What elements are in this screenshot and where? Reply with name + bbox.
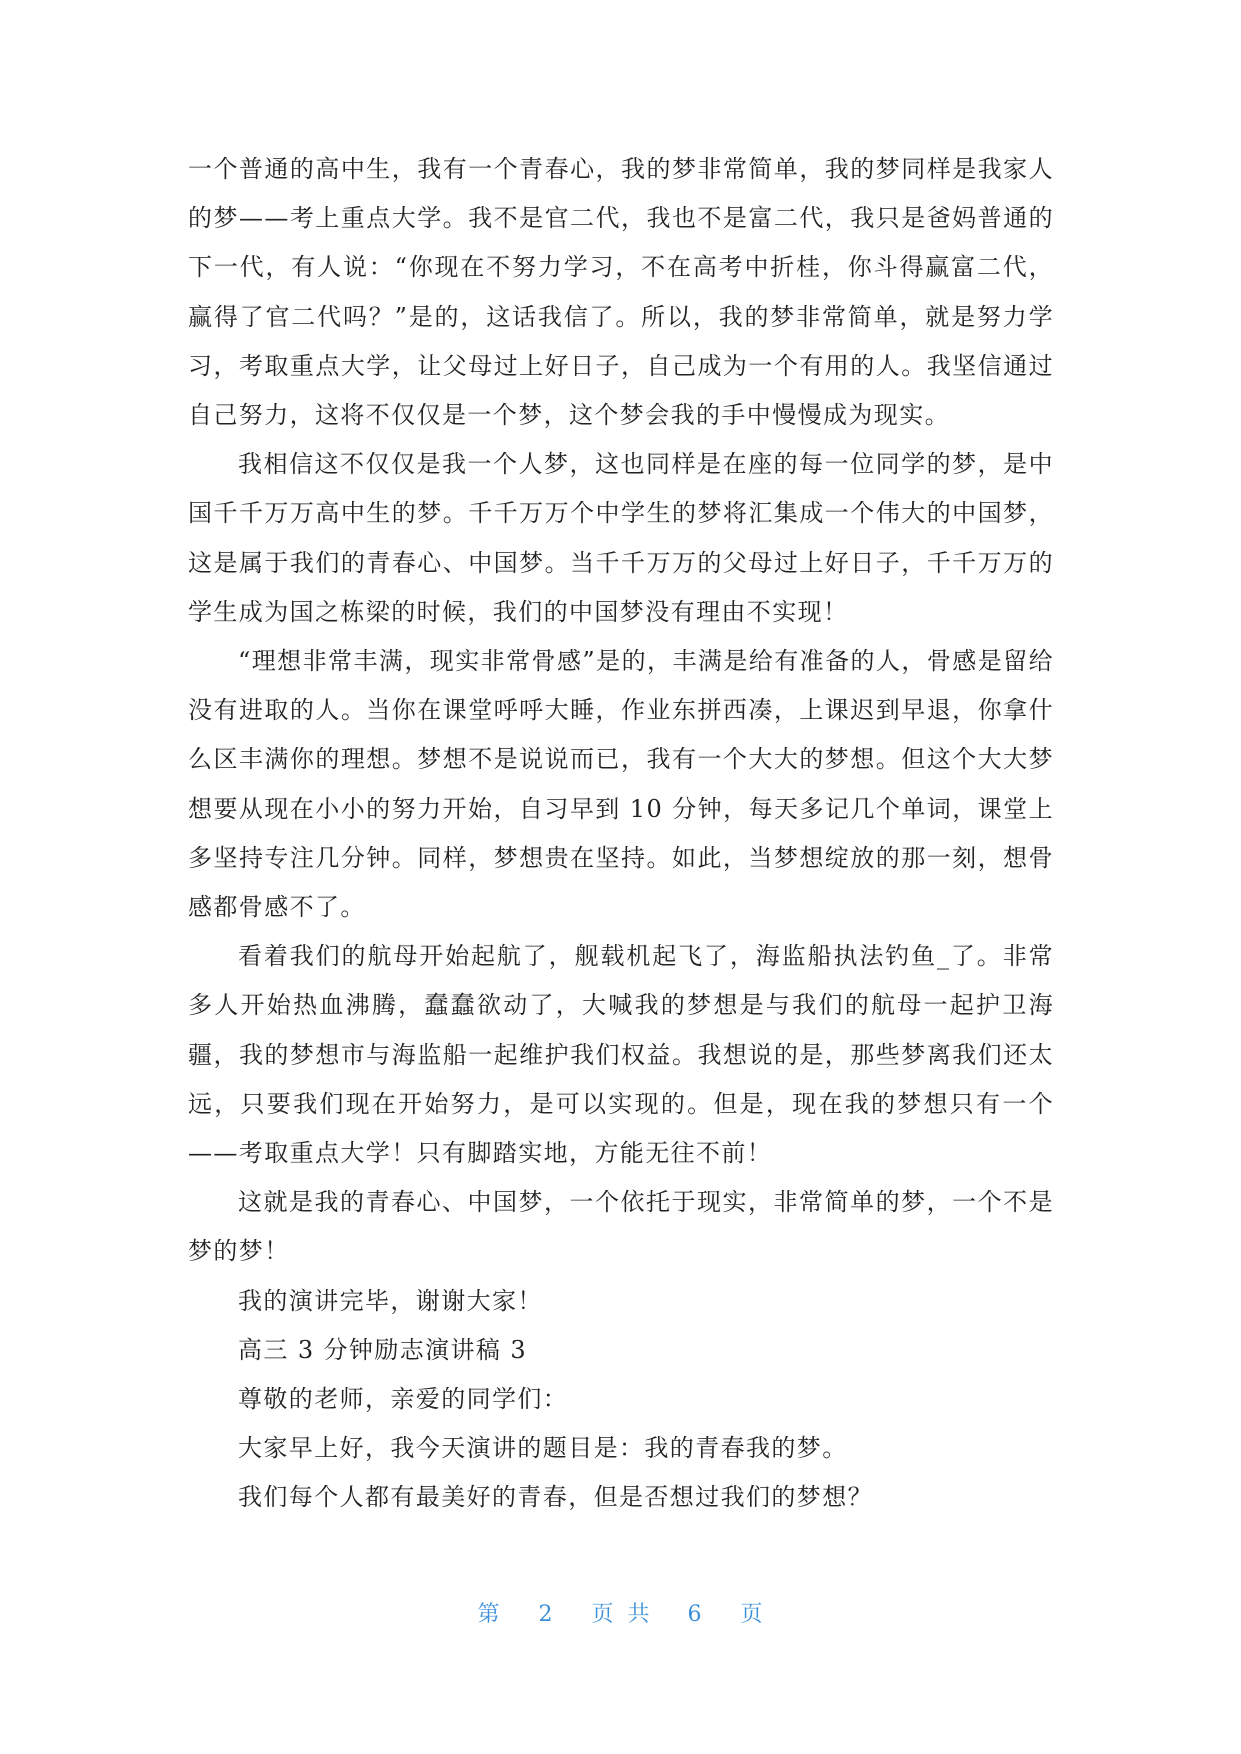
paragraph-3: “理想非常丰满，现实非常骨感”是的，丰满是给有准备的人，骨感是留给没有进取的人。当你在课堂呼呼大睡，作业东拼西凑，上课迟到早退，你拿什么区丰满你的理想。梦想不是说说而已，我有一个大大的梦想。但这个大大梦想要从现在小小的努力开始，自习早到 10 分钟，每天多记几个单词，课堂上多坚持专注几分钟。同样，梦想贵在坚持。如此，当梦想绽放的那一刻，想骨感都骨感不了。 [188, 647, 1054, 922]
salutation: 尊敬的老师，亲爱的同学们： [238, 1385, 569, 1414]
body-text [188, 145, 1054, 1523]
footer-middle: 页共 [591, 1602, 664, 1627]
paragraph-1: 一个普通的高中生，我有一个青春心，我的梦非常简单，我的梦同样是我家人的梦——考上重点大学。我不是官二代，我也不是富二代，我只是爸妈普通的下一代，有人说：“你现在不努力学习，不在高考中折桂，你斗得赢富二代，赢得了官二代吗？”是的，这话我信了。所以，我的梦非常简单，就是努力学习，考取重点大学，让父母过上好日子，自己成为一个有用的人。我坚信通过自己努力，这将不仅仅是一个梦，这个梦会我的手中慢慢成为现实。 [188, 155, 1054, 430]
footer-total-pages: 6 [687, 1602, 703, 1627]
paragraph-6: 我的演讲完毕，谢谢大家！ [238, 1286, 543, 1315]
paragraph-4: 看着我们的航母开始起航了，舰载机起飞了，海监船执法钓鱼_了。非常多人开始热血沸腾，蠢蠢欲动了，大喊我的梦想是与我们的航母一起护卫海疆，我的梦想市与海监船一起维护我们权益。我想说的是，那些梦离我们还太远，只要我们现在开始努力，是可以实现的。但是，现在我的梦想只有一个——考取重点大学！只有脚踏实地，方能无往不前！ [188, 942, 1054, 1168]
page-footer [0, 1597, 1241, 1628]
paragraph-8: 我们每个人都有最美好的青春，但是否想过我们的梦想？ [238, 1483, 873, 1512]
footer-current-page: 2 [538, 1602, 554, 1627]
footer-prefix: 第 [477, 1602, 501, 1627]
paragraph-7: 大家早上好，我今天演讲的题目是：我的青春我的梦。 [238, 1434, 848, 1463]
paragraph-5: 这就是我的青春心、中国梦，一个依托于现实，非常简单的梦，一个不是梦的梦！ [188, 1188, 1054, 1266]
section-heading: 高三 3 分钟励志演讲稿 3 [238, 1335, 528, 1364]
paragraph-2: 我相信这不仅仅是我一个人梦，这也同样是在座的每一位同学的梦，是中国千千万万高中生的梦。千千万万个中学生的梦将汇集成一个伟大的中国梦，这是属于我们的青春心、中国梦。当千千万万的父母过上好日子，千千万万的学生成为国之栋梁的时候，我们的中国梦没有理由不实现！ [188, 450, 1054, 626]
footer-suffix: 页 [740, 1602, 764, 1627]
